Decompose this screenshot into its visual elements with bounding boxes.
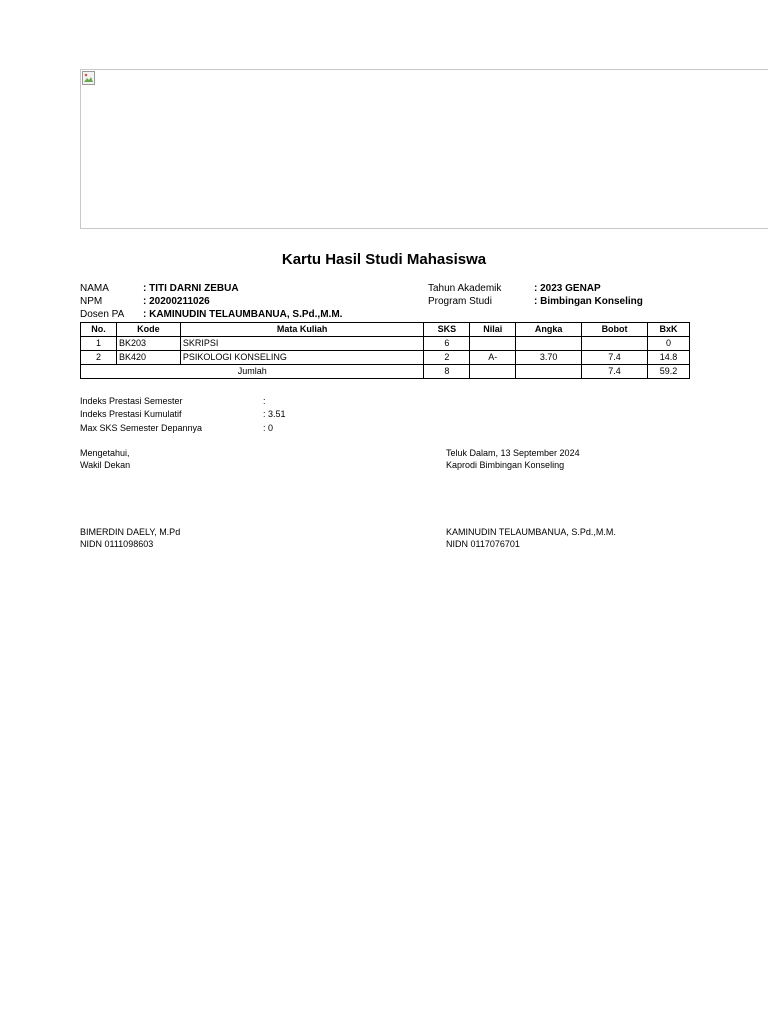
signature-left-heading	[80, 447, 130, 471]
signature-left-line1: Mengetahui,	[80, 448, 130, 458]
col-header-sks: SKS	[424, 323, 470, 337]
col-header-angka: Angka	[516, 323, 582, 337]
total-angka	[516, 365, 582, 379]
signature-right-name-block	[446, 526, 616, 550]
cell-mata-kuliah: SKRIPSI	[180, 337, 424, 351]
col-header-nilai: Nilai	[470, 323, 516, 337]
broken-image-icon	[82, 71, 96, 85]
max-sks-value: : 0	[263, 423, 274, 433]
signature-right-name: KAMINUDIN TELAUMBANUA, S.Pd.,M.M.	[446, 527, 616, 537]
cell-sks: 2	[424, 351, 470, 365]
tahun-akademik-label: Tahun Akademik	[428, 283, 502, 294]
tahun-akademik-value: : 2023 GENAP	[534, 283, 601, 294]
total-bxk: 59.2	[648, 365, 690, 379]
ips-value: :	[263, 396, 266, 406]
cell-no: 1	[81, 337, 117, 351]
cell-no: 2	[81, 351, 117, 365]
total-nilai	[470, 365, 516, 379]
dosen-pa-value: : KAMINUDIN TELAUMBANUA, S.Pd.,M.M.	[143, 309, 343, 320]
signature-left-name-block	[80, 526, 180, 550]
cell-sks: 6	[424, 337, 470, 351]
nama-label: NAMA	[80, 283, 109, 294]
ipk-value: : 3.51	[263, 409, 286, 419]
ips-label: Indeks Prestasi Semester	[80, 396, 183, 406]
col-header-bxk: BxK	[648, 323, 690, 337]
max-sks-label: Max SKS Semester Depannya	[80, 423, 203, 433]
page-title: Kartu Hasil Studi Mahasiswa	[281, 251, 487, 268]
col-header-mata-kuliah: Mata Kuliah	[180, 323, 424, 337]
npm-value: : 20200211026	[143, 296, 210, 307]
col-header-bobot: Bobot	[582, 323, 648, 337]
total-bobot: 7.4	[582, 365, 648, 379]
signature-right-line2: Kaprodi Bimbingan Konseling	[446, 460, 565, 470]
ipk-label: Indeks Prestasi Kumulatif	[80, 409, 182, 419]
cell-nilai: A-	[470, 351, 516, 365]
header-image-placeholder	[80, 69, 768, 229]
cell-nilai	[470, 337, 516, 351]
cell-angka: 3.70	[516, 351, 582, 365]
table-total-row	[81, 365, 690, 379]
signature-right-heading	[446, 447, 580, 471]
total-sks: 8	[424, 365, 470, 379]
total-label: Jumlah	[81, 365, 424, 379]
cell-kode: BK420	[116, 351, 180, 365]
nama-value: : TITI DARNI ZEBUA	[143, 283, 239, 294]
cell-bobot: 7.4	[582, 351, 648, 365]
col-header-no: No.	[81, 323, 117, 337]
npm-label: NPM	[80, 296, 103, 307]
signature-left-line2: Wakil Dekan	[80, 460, 131, 470]
cell-kode: BK203	[116, 337, 180, 351]
dosen-pa-label: Dosen PA	[80, 309, 125, 320]
cell-angka	[516, 337, 582, 351]
program-studi-value: : Bimbingan Konseling	[534, 296, 643, 307]
signature-left-nidn: NIDN 0111098603	[80, 539, 154, 549]
signature-right-line1: Teluk Dalam, 13 September 2024	[446, 448, 580, 458]
cell-mata-kuliah: PSIKOLOGI KONSELING	[180, 351, 424, 365]
signature-right-nidn: NIDN 0117076701	[446, 539, 520, 549]
table-row	[81, 351, 690, 365]
grades-table	[80, 322, 690, 379]
table-header-row	[81, 323, 690, 337]
cell-bobot	[582, 337, 648, 351]
signature-left-name: BIMERDIN DAELY, M.Pd	[80, 527, 181, 537]
program-studi-label: Program Studi	[428, 296, 492, 307]
col-header-kode: Kode	[116, 323, 180, 337]
table-row	[81, 337, 690, 351]
cell-bxk: 14.8	[648, 351, 690, 365]
cell-bxk: 0	[648, 337, 690, 351]
